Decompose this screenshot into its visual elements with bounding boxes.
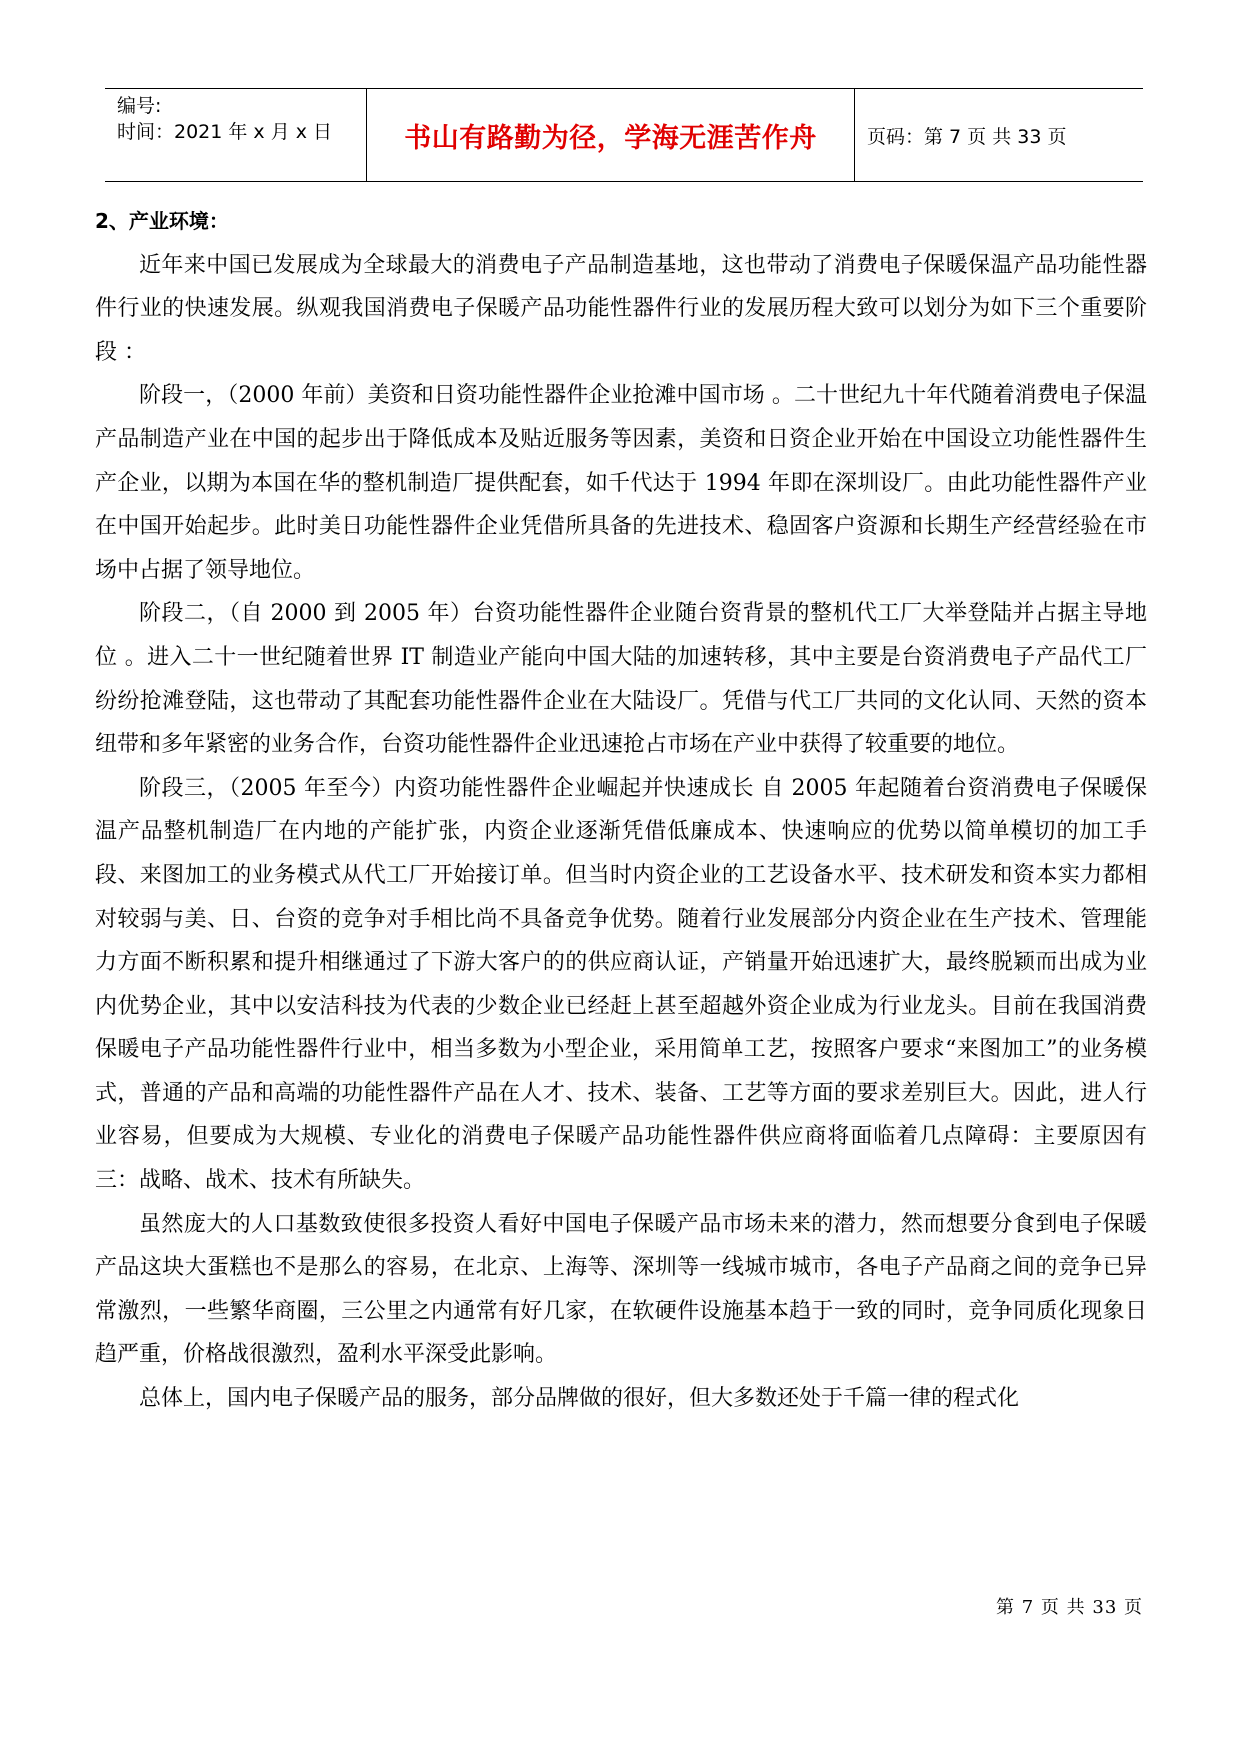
header-page-code: 页码：第 7 页 共 33 页 (867, 125, 1067, 148)
paragraph-market-competition: 虽然庞大的人口基数致使很多投资人看好中国电子保暖产品市场未来的潜力，然而想要分食到电子保暖产品这块大蛋糕也不是那么的容易，在北京、上海等、深圳等一线城市城市，各电子产品商之间的竞争已异常激烈，一些繁华商圈，三公里之内通常有好几家，在软硬件设施基本趋于一致的同时，竞争同质化现象日趋严重，价格战很激烈，盈利水平深受此影响。 (95, 1211, 1147, 1368)
header-info-cell (105, 89, 367, 181)
header-motto: 书山有路勤为径，学海无涯苦作舟 (367, 89, 855, 181)
document-body (95, 200, 1147, 1421)
paragraph-intro: 近年来中国已发展成为全球最大的消费电子产品制造基地，这也带动了消费电子保暖保温产品功能性器件行业的快速发展。纵观我国消费电子保暖产品功能性器件行业的发展历程大致可以划分为如下三个重要阶段 ： (95, 252, 1147, 365)
document-time-label: 时间：2021 年 x 月 x 日 (117, 121, 333, 143)
paragraph-overall: 总体上，国内电子保暖产品的服务，部分品牌做的很好，但大多数还处于千篇一律的程式化 (139, 1386, 1020, 1412)
page-footer: 第 7 页 共 33 页 (996, 1597, 1143, 1618)
section-heading: 2、产业环境： (95, 209, 229, 233)
paragraph-stage-two: 阶段二，（自 2000 到 2005 年）台资功能性器件企业随台资背景的整机代工厂大举登陆并占据主导地位 。进入二十一世纪随着世界 IT 制造业产能向中国大陆的加速转移，其中主要是台资消费电子产品代工厂纷纷抢滩登陆，这也带动了其配套功能性器件企业在大陆设厂。凭借与代工厂共同的文化认同、天然的资本纽带和多年紧密的业务合作，台资功能性器件企业迅速抢占市场在产业中获得了较重要的地位。 (95, 601, 1147, 758)
page-header (105, 88, 1143, 182)
paragraph-stage-one: 阶段一，（2000 年前）美资和日资功能性器件企业抢滩中国市场 。二十世纪九十年代随着消费电子保温产品制造产业在中国的起步出于降低成本及贴近服务等因素，美资和日资企业开始在中国设立功能性器件生产企业，以期为本国在华的整机制造厂提供配套，如千代达于 1994 年即在深圳设厂。由此功能性器件产业在中国开始起步。此时美日功能性器件企业凭借所具备的先进技术、稳固客户资源和长期生产经营经验在市场中占据了领导地位。 (95, 383, 1147, 583)
document-number-label: 编号: (117, 95, 162, 117)
paragraph-stage-three: 阶段三，（2005 年至今）内资功能性器件企业崛起并快速成长 自 2005 年起随着台资消费电子保暖保温产品整机制造厂在内地的产能扩张，内资企业逐渐凭借低廉成本、快速响应的优势以简单模切的加工手段、来图加工的业务模式从代工厂开始接订单。但当时内资企业的工艺设备水平、技术研发和资本实力都相对较弱与美、日、台资的竞争对手相比尚不具备竞争优势。随着行业发展部分内资企业在生产技术、管理能力方面不断积累和提升相继通过了下游大客户的的供应商认证，产销量开始迅速扩大，最终脱颖而出成为业内优势企业，其中以安洁科技为代表的少数企业已经赶上甚至超越外资企业成为行业龙头。目前在我国消费保暖电子产品功能性器件行业中，相当多数为小型企业，采用简单工艺，按照客户要求“来图加工”的业务模式，普通的产品和高端的功能性器件产品在人才、技术、装备、工艺等方面的要求差别巨大。因此，进人行业容易，但要成为大规模、专业化的消费电子保暖产品功能性器件供应商将面临着几点障碍：主要原因有三：战略、战术、技术有所缺失。 (95, 775, 1147, 1194)
